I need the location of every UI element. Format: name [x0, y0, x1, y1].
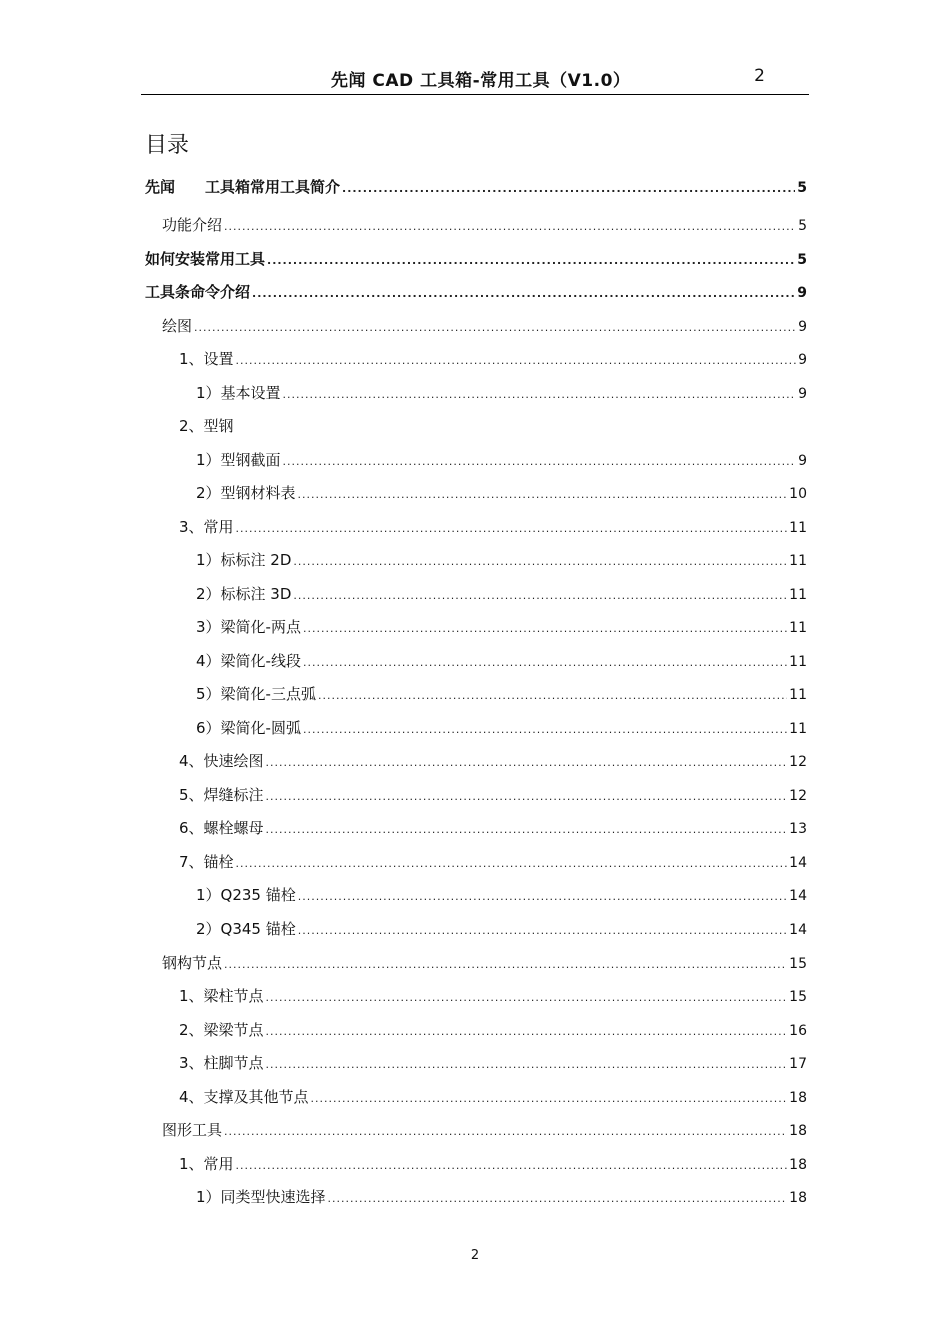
toc-leader	[342, 182, 795, 195]
toc-entry-page: 18	[789, 1190, 807, 1206]
toc-entry-page: 14	[789, 888, 807, 904]
toc-entry-label: 5）梁简化-三点弧	[196, 685, 316, 703]
toc-entry-page: 18	[789, 1090, 807, 1106]
toc-leader	[298, 924, 787, 937]
toc-entry-label: 4、支撑及其他节点	[179, 1088, 309, 1106]
toc-entry-label: 2）标标注 3D	[196, 585, 292, 603]
toc-entry-label: 功能介绍	[162, 216, 223, 234]
toc-entry-page: 16	[789, 1023, 807, 1039]
toc-entry-label: 1）型钢截面	[196, 451, 281, 469]
toc-entry-page: 11	[789, 721, 807, 737]
toc-entry-label: 2）型钢材料表	[196, 484, 296, 502]
toc-leader	[318, 689, 787, 702]
toc-entry-label: 7、锚栓	[179, 853, 234, 871]
toc-entry-page: 5	[798, 218, 807, 234]
toc-entry[interactable]	[179, 516, 807, 538]
toc-entry[interactable]	[179, 784, 807, 806]
toc-entry[interactable]	[196, 616, 807, 638]
toc-leader	[303, 622, 787, 635]
toc-leader	[298, 890, 787, 903]
toc-entry-page: 15	[789, 956, 807, 972]
toc-leader	[283, 388, 797, 401]
toc-entry[interactable]	[196, 650, 807, 672]
toc-leader	[266, 991, 788, 1004]
toc-entry-label: 1）Q235 锚栓	[196, 886, 296, 904]
toc-leader	[266, 823, 788, 836]
toc-entry-label: 1）基本设置	[196, 384, 281, 402]
toc-leader	[298, 488, 788, 501]
toc-leader	[236, 1159, 788, 1172]
toc-entry-page: 17	[789, 1056, 807, 1072]
toc-entry-page: 11	[789, 654, 807, 670]
toc-entry-page: 9	[798, 319, 807, 335]
toc-entry-label: 2、型钢	[179, 417, 234, 435]
toc-entry-page: 11	[789, 553, 807, 569]
toc-leader	[224, 1125, 787, 1138]
toc-entry-label: 1、常用	[179, 1155, 234, 1173]
toc-entry[interactable]	[179, 985, 807, 1007]
toc-entry[interactable]	[196, 549, 807, 571]
toc-entry-page: 15	[789, 989, 807, 1005]
toc-leader	[236, 857, 788, 870]
page-header	[141, 62, 809, 95]
toc-entry[interactable]	[196, 918, 807, 940]
toc-leader	[267, 254, 795, 267]
toc-leader	[293, 589, 787, 602]
toc-leader	[283, 455, 797, 468]
toc-leader	[293, 555, 787, 568]
toc-entry[interactable]	[196, 449, 807, 471]
toc-entry[interactable]	[179, 1019, 807, 1041]
toc-entry[interactable]	[145, 281, 807, 303]
toc-leader	[303, 723, 787, 736]
toc-entry-page: 9	[798, 352, 807, 368]
toc-entry-page: 9	[798, 453, 807, 469]
toc-entry-label: 3）梁简化-两点	[196, 618, 301, 636]
toc-entry[interactable]	[179, 1086, 807, 1108]
toc-leader	[266, 1025, 788, 1038]
toc-entry[interactable]	[179, 415, 807, 437]
toc-entry-page: 12	[789, 754, 807, 770]
toc-entry[interactable]	[162, 214, 807, 236]
toc-entry-page: 10	[789, 486, 807, 502]
toc-entry-page: 11	[789, 587, 807, 603]
toc-leader	[236, 522, 788, 535]
toc-entry-page: 11	[789, 520, 807, 536]
toc-entry[interactable]	[196, 482, 807, 504]
toc-entry[interactable]	[179, 1052, 807, 1074]
toc-entry-page: 5	[797, 252, 807, 268]
toc-entry-label: 5、焊缝标注	[179, 786, 264, 804]
toc-entry-label: 4）梁简化-线段	[196, 652, 301, 670]
toc-entry[interactable]	[162, 1119, 807, 1141]
toc-entry-label: 如何安装常用工具	[145, 250, 266, 268]
toc-entry[interactable]	[196, 583, 807, 605]
toc-leader	[236, 354, 797, 367]
toc-entry-page: 12	[789, 788, 807, 804]
toc-entry-label: 工具条命令介绍	[145, 283, 251, 301]
toc-entry-label: 钢构节点	[162, 954, 223, 972]
toc-leader	[266, 790, 788, 803]
toc-entry[interactable]	[162, 952, 807, 974]
toc-entry-page: 18	[789, 1157, 807, 1173]
toc-entry-label: 1、梁柱节点	[179, 987, 264, 1005]
toc-entry-label: 3、柱脚节点	[179, 1054, 264, 1072]
toc-entry-label: 2、梁梁节点	[179, 1021, 264, 1039]
toc-leader	[266, 756, 788, 769]
toc-leader	[252, 287, 795, 300]
toc-leader	[224, 958, 787, 971]
toc-entry[interactable]	[145, 248, 807, 270]
toc-entry-label: 4、快速绘图	[179, 752, 264, 770]
footer-page-number: 2	[470, 1248, 480, 1263]
toc-entry[interactable]	[179, 1153, 807, 1175]
toc-entry-label: 图形工具	[162, 1121, 223, 1139]
toc-entry-label: 先闻 工具箱常用工具简介	[145, 178, 341, 196]
toc-entry[interactable]	[179, 750, 807, 772]
toc-entry-page: 11	[789, 687, 807, 703]
toc-entry-page: 5	[797, 180, 807, 196]
toc-entry-page: 14	[789, 922, 807, 938]
toc-entry[interactable]	[196, 1186, 807, 1208]
toc-entry-label: 绘图	[162, 317, 193, 335]
toc-entry[interactable]	[196, 884, 807, 906]
toc-entry-page: 13	[789, 821, 807, 837]
toc-leader	[224, 220, 796, 233]
toc-entry[interactable]	[179, 348, 807, 370]
header-title: 先闻 CAD 工具箱-常用工具（V1.0）	[331, 71, 631, 91]
toc-leader	[194, 321, 796, 334]
toc-leader	[328, 1192, 788, 1205]
toc-entry-label: 1）同类型快速选择	[196, 1188, 326, 1206]
toc-heading: 目录	[145, 133, 190, 158]
toc-entry[interactable]	[179, 851, 807, 873]
toc-entry[interactable]	[196, 683, 807, 705]
toc-entry[interactable]	[145, 176, 807, 198]
toc-entry-label: 6、螺栓螺母	[179, 819, 264, 837]
toc-entry-label: 3、常用	[179, 518, 234, 536]
toc-entry-label: 2）Q345 锚栓	[196, 920, 296, 938]
toc-entry-label: 1、设置	[179, 350, 234, 368]
toc-entry[interactable]	[162, 315, 807, 337]
toc-entry-page: 11	[789, 620, 807, 636]
header-page-number: 2	[754, 66, 765, 86]
toc-entry[interactable]	[196, 717, 807, 739]
toc-entry[interactable]	[179, 817, 807, 839]
toc-entry-page: 18	[789, 1123, 807, 1139]
toc-entry-label: 6）梁简化-圆弧	[196, 719, 301, 737]
toc-leader	[266, 1058, 788, 1071]
toc-entry-page: 9	[798, 386, 807, 402]
toc-entry-page: 14	[789, 855, 807, 871]
toc-entry-page: 9	[797, 285, 807, 301]
toc-leader	[303, 656, 787, 669]
toc-entry[interactable]	[196, 382, 807, 404]
toc-leader	[311, 1092, 788, 1105]
toc-entry-label: 1）标标注 2D	[196, 551, 292, 569]
